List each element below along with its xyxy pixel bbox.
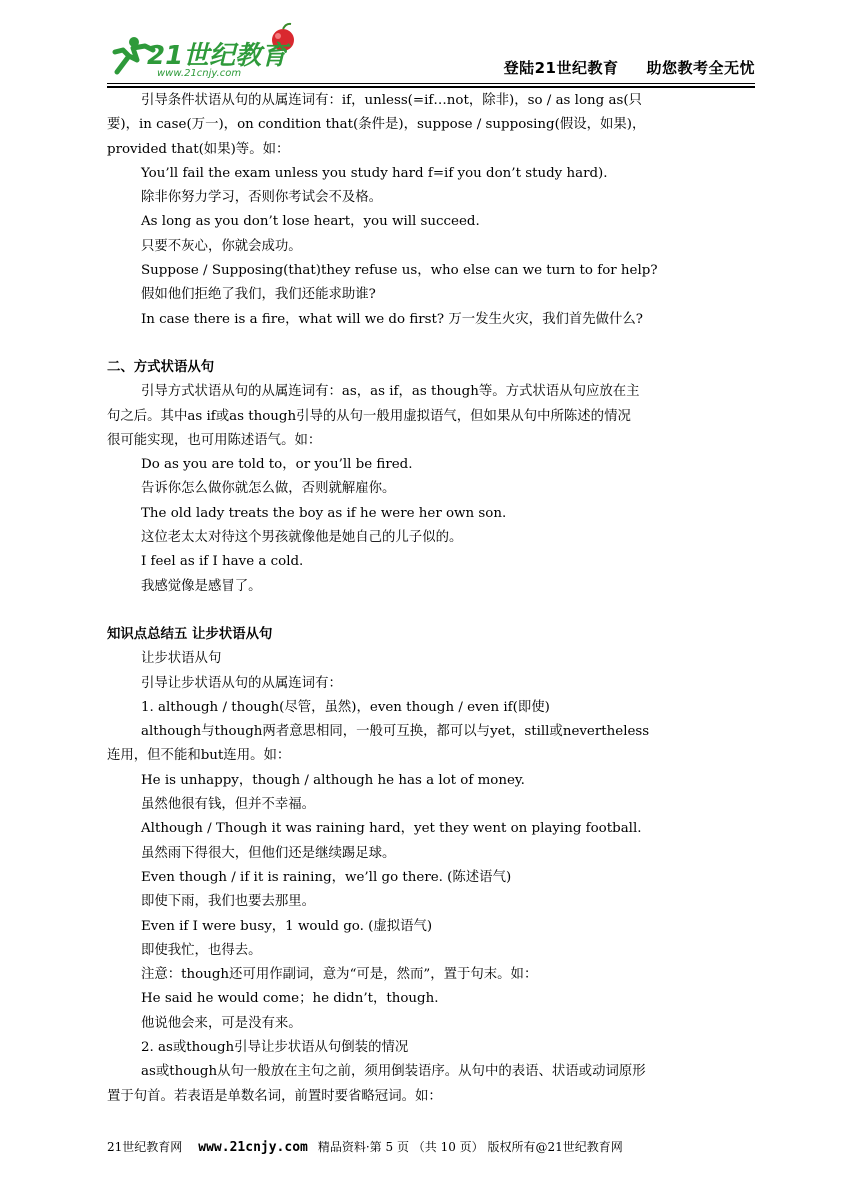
paragraph-line: 1. although / though(尽管，虽然)，even though / even if(即使)	[141, 699, 550, 715]
paragraph-line: 很可能实现，也可用陈述语气。如：	[107, 432, 322, 448]
paragraph-line: 要)，in case(万一)，on condition that(条件是)，suppose / supposing(假设，如果)，	[107, 117, 646, 133]
example-translation: 他说他会来，可是没有来。	[141, 1015, 302, 1031]
page-header	[107, 20, 755, 82]
example-sentence: You’ll fail the exam unless you study hard f=if you don’t study hard).	[141, 165, 608, 181]
example-translation: 假如他们拒绝了我们，我们还能求助谁?	[141, 287, 376, 303]
example-translation: 只要不灰心，你就会成功。	[141, 238, 302, 254]
example-sentence: Even if I were busy，1 would go. (虚拟语气)	[141, 918, 433, 934]
example-sentence: Suppose / Supposing(that)they refuse us，who else can we turn to for help?	[141, 263, 658, 279]
example-sentence: He said he would come；he didn’t，though.	[141, 991, 439, 1007]
example-translation: 即使我忙，也得去。	[141, 942, 262, 958]
paragraph-line: 置于句首。若表语是单数名词，前置时要省略冠词。如：	[107, 1088, 442, 1104]
example-translation: 告诉你怎么做你就怎么做，否则就解雇你。	[141, 481, 396, 497]
example-sentence: As long as you don’t lose heart，you will succeed.	[141, 214, 480, 230]
header-rule-thin	[107, 83, 755, 84]
paragraph-line: 连用，但不能和but连用。如：	[107, 748, 291, 764]
example-sentence: I feel as if I have a cold.	[141, 554, 304, 570]
example-sentence: Even though / if it is raining，we’ll go there. (陈述语气)	[141, 869, 512, 885]
example-sentence: The old lady treats the boy as if he were her own son.	[141, 505, 507, 521]
paragraph-line: as或though从句一般放在主句之前，须用倒装语序。从句中的表语、状语或动词原形	[141, 1064, 646, 1080]
example-sentence: Although / Though it was raining hard，yet they went on playing football.	[141, 821, 642, 837]
example-translation: 除非你努力学习，否则你考试会不及格。	[141, 190, 383, 206]
footer-url[interactable]: www.21cnjy.com	[198, 1140, 308, 1155]
svg-text:21世纪教育: 21世纪教育	[147, 41, 288, 71]
section-heading: 二、方式状语从句	[107, 359, 215, 375]
paragraph-line: 句之后。其中as if或as though引导的从句一般用虚拟语气，但如果从句中所陈述的情况	[107, 408, 631, 424]
example-sentence: In case there is a fire，what will we do first? 万一发生火灾，我们首先做什么?	[141, 311, 643, 327]
slogan-left: 登陆21世纪教育	[503, 59, 619, 77]
header-slogan	[504, 57, 755, 78]
paragraph-line: although与though两者意思相同，一般可互换，都可以与yet，still或nevertheless	[141, 724, 650, 740]
example-translation: 虽然他很有钱，但并不幸福。	[141, 797, 316, 813]
example-translation: 虽然雨下得很大，但他们还是继续踢足球。	[141, 845, 396, 861]
section-heading: 知识点总结五 让步状语从句	[107, 626, 273, 642]
example-sentence: He is unhappy，though / although he has a lot of money.	[141, 772, 525, 788]
paragraph-line: 让步状语从句	[141, 651, 222, 667]
slogan-right: 助您教考全无忧	[646, 59, 755, 77]
document-body	[107, 89, 755, 1109]
example-translation: 我感觉像是感冒了。	[141, 578, 262, 594]
paragraph-line: provided that(如果)等。如：	[107, 141, 290, 157]
example-sentence: Do as you are told to，or you’ll be fired.	[141, 457, 413, 473]
paragraph-line: 引导方式状语从句的从属连词有：as，as if，as though等。方式状语从句应放在主	[141, 384, 640, 400]
site-logo	[107, 20, 307, 80]
header-rule-thick	[107, 86, 755, 88]
paragraph-line: 引导让步状语从句的从属连词有：	[141, 675, 342, 691]
svg-text:www.21cnjy.com: www.21cnjy.com	[157, 68, 242, 79]
example-translation: 这位老太太对待这个男孩就像他是她自己的儿子似的。	[141, 530, 463, 546]
paragraph-line: 注意：though还可用作副词，意为“可是，然而”，置于句末。如：	[141, 967, 538, 983]
paragraph-line: 2. as或though引导让步状语从句倒装的情况	[141, 1039, 409, 1055]
example-translation: 即使下雨，我们也要去那里。	[141, 894, 316, 910]
page-footer	[107, 1138, 755, 1155]
footer-info: 精品资料·第 5 页 （共 10 页） 版权所有@21世纪教育网	[317, 1140, 623, 1154]
paragraph-line: 引导条件状语从句的从属连词有：if，unless(=if…not，除非)，so / as long as(只	[141, 93, 642, 108]
footer-site: 21世纪教育网	[107, 1140, 183, 1154]
